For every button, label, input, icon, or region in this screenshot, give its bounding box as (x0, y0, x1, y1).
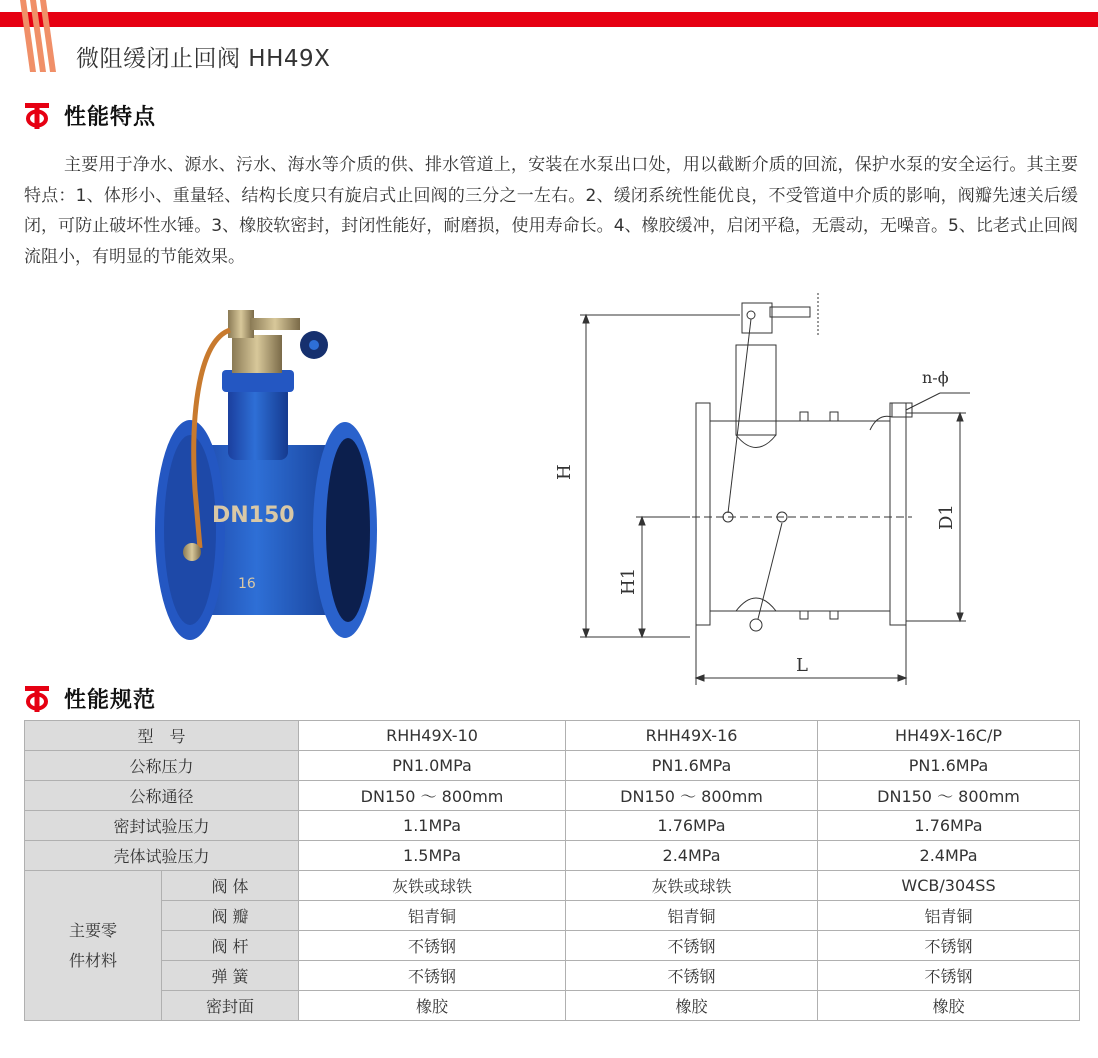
spec-table (24, 720, 1080, 1021)
value-cell: 橡胶 (299, 991, 566, 1021)
dim-h-label: H (554, 464, 575, 480)
dim-l-label: L (796, 655, 808, 676)
features-heading-text: 性能特点 (64, 105, 157, 130)
dim-h1-label: H1 (618, 567, 639, 595)
value-cell: 橡胶 (566, 991, 818, 1021)
valve-photo (150, 290, 380, 660)
value-cell: 1.76MPa (818, 811, 1080, 841)
valve-logo-icon (22, 684, 52, 714)
photo-pressure-mark: 16 (238, 576, 256, 592)
row-label-cell: 壳体试验压力 (25, 841, 299, 871)
value-cell: 灰铁或球铁 (566, 871, 818, 901)
specs-heading (22, 683, 156, 714)
table-row (25, 751, 1080, 781)
value-cell: 不锈钢 (299, 931, 566, 961)
valve-logo-icon (22, 101, 52, 131)
value-cell: 不锈钢 (818, 931, 1080, 961)
value-cell: 铝青铜 (566, 901, 818, 931)
page-title: 微阻缓闭止回阀 HH49X (76, 46, 331, 72)
value-cell: 不锈钢 (566, 931, 818, 961)
table-row (25, 781, 1080, 811)
photo-size-mark: DN150 (212, 503, 295, 528)
model-cell: RHH49X-16 (566, 721, 818, 751)
features-description: 主要用于净水、源水、污水、海水等介质的供、排水管道上，安装在水泵出口处，用以截断介质的回流，保护水泵的安全运行。其主要特点：1、体形小、重量轻、结构长度只有旋启式止回阀的三分之一左右。2、缓闭系统性能优良，不受管道中介质的影响，阀瓣先速关后缓闭，可防止破坏性水锤。3、橡胶软密封，封闭性能好，耐磨损，使用寿命长。4、橡胶缓冲，启闭平稳，无震动，无噪音。5、比老式止回阀流阻小，有明显的节能效果。 (24, 155, 1078, 267)
value-cell: 2.4MPa (566, 841, 818, 871)
value-cell: PN1.6MPa (566, 751, 818, 781)
table-row (25, 811, 1080, 841)
value-cell: DN150 ～ 800mm (818, 781, 1080, 811)
table-row (25, 991, 1080, 1021)
specs-heading-text: 性能规范 (64, 688, 157, 713)
value-cell: 铝青铜 (299, 901, 566, 931)
value-cell: 橡胶 (818, 991, 1080, 1021)
row-label-cell: 公称通径 (25, 781, 299, 811)
table-row (25, 721, 1080, 751)
value-cell: WCB/304SS (818, 871, 1080, 901)
value-cell: 1.76MPa (566, 811, 818, 841)
top-red-bar (0, 12, 1098, 27)
material-part-cell: 阀 瓣 (162, 901, 299, 931)
value-cell: PN1.6MPa (818, 751, 1080, 781)
value-cell: 灰铁或球铁 (299, 871, 566, 901)
dim-d1-label: D1 (936, 504, 957, 530)
table-row (25, 871, 1080, 901)
table-row (25, 901, 1080, 931)
header-label-cell: 型 号 (25, 721, 299, 751)
row-label-cell: 密封试验压力 (25, 811, 299, 841)
value-cell: 不锈钢 (818, 961, 1080, 991)
materials-group-label (25, 871, 162, 1021)
value-cell: 不锈钢 (566, 961, 818, 991)
model-cell: HH49X-16C/P (818, 721, 1080, 751)
materials-group-label-line: 件材料 (68, 950, 117, 970)
dim-n-phi-label: n-ϕ (922, 368, 949, 387)
value-cell: DN150 ～ 800mm (299, 781, 566, 811)
value-cell: DN150 ～ 800mm (566, 781, 818, 811)
value-cell: 铝青铜 (818, 901, 1080, 931)
materials-group-label-line: 主要零 (68, 920, 117, 940)
value-cell: PN1.0MPa (299, 751, 566, 781)
material-part-cell: 阀 体 (162, 871, 299, 901)
material-part-cell: 弹 簧 (162, 961, 299, 991)
row-label-cell: 公称压力 (25, 751, 299, 781)
features-heading (22, 100, 156, 131)
value-cell: 2.4MPa (818, 841, 1080, 871)
value-cell: 不锈钢 (299, 961, 566, 991)
material-part-cell: 阀 杆 (162, 931, 299, 961)
decorative-stripes (14, 0, 64, 72)
dimension-drawing (554, 285, 990, 685)
table-row (25, 841, 1080, 871)
value-cell: 1.1MPa (299, 811, 566, 841)
model-cell: RHH49X-10 (299, 721, 566, 751)
material-part-cell: 密封面 (162, 991, 299, 1021)
table-row (25, 961, 1080, 991)
table-row (25, 931, 1080, 961)
value-cell: 1.5MPa (299, 841, 566, 871)
